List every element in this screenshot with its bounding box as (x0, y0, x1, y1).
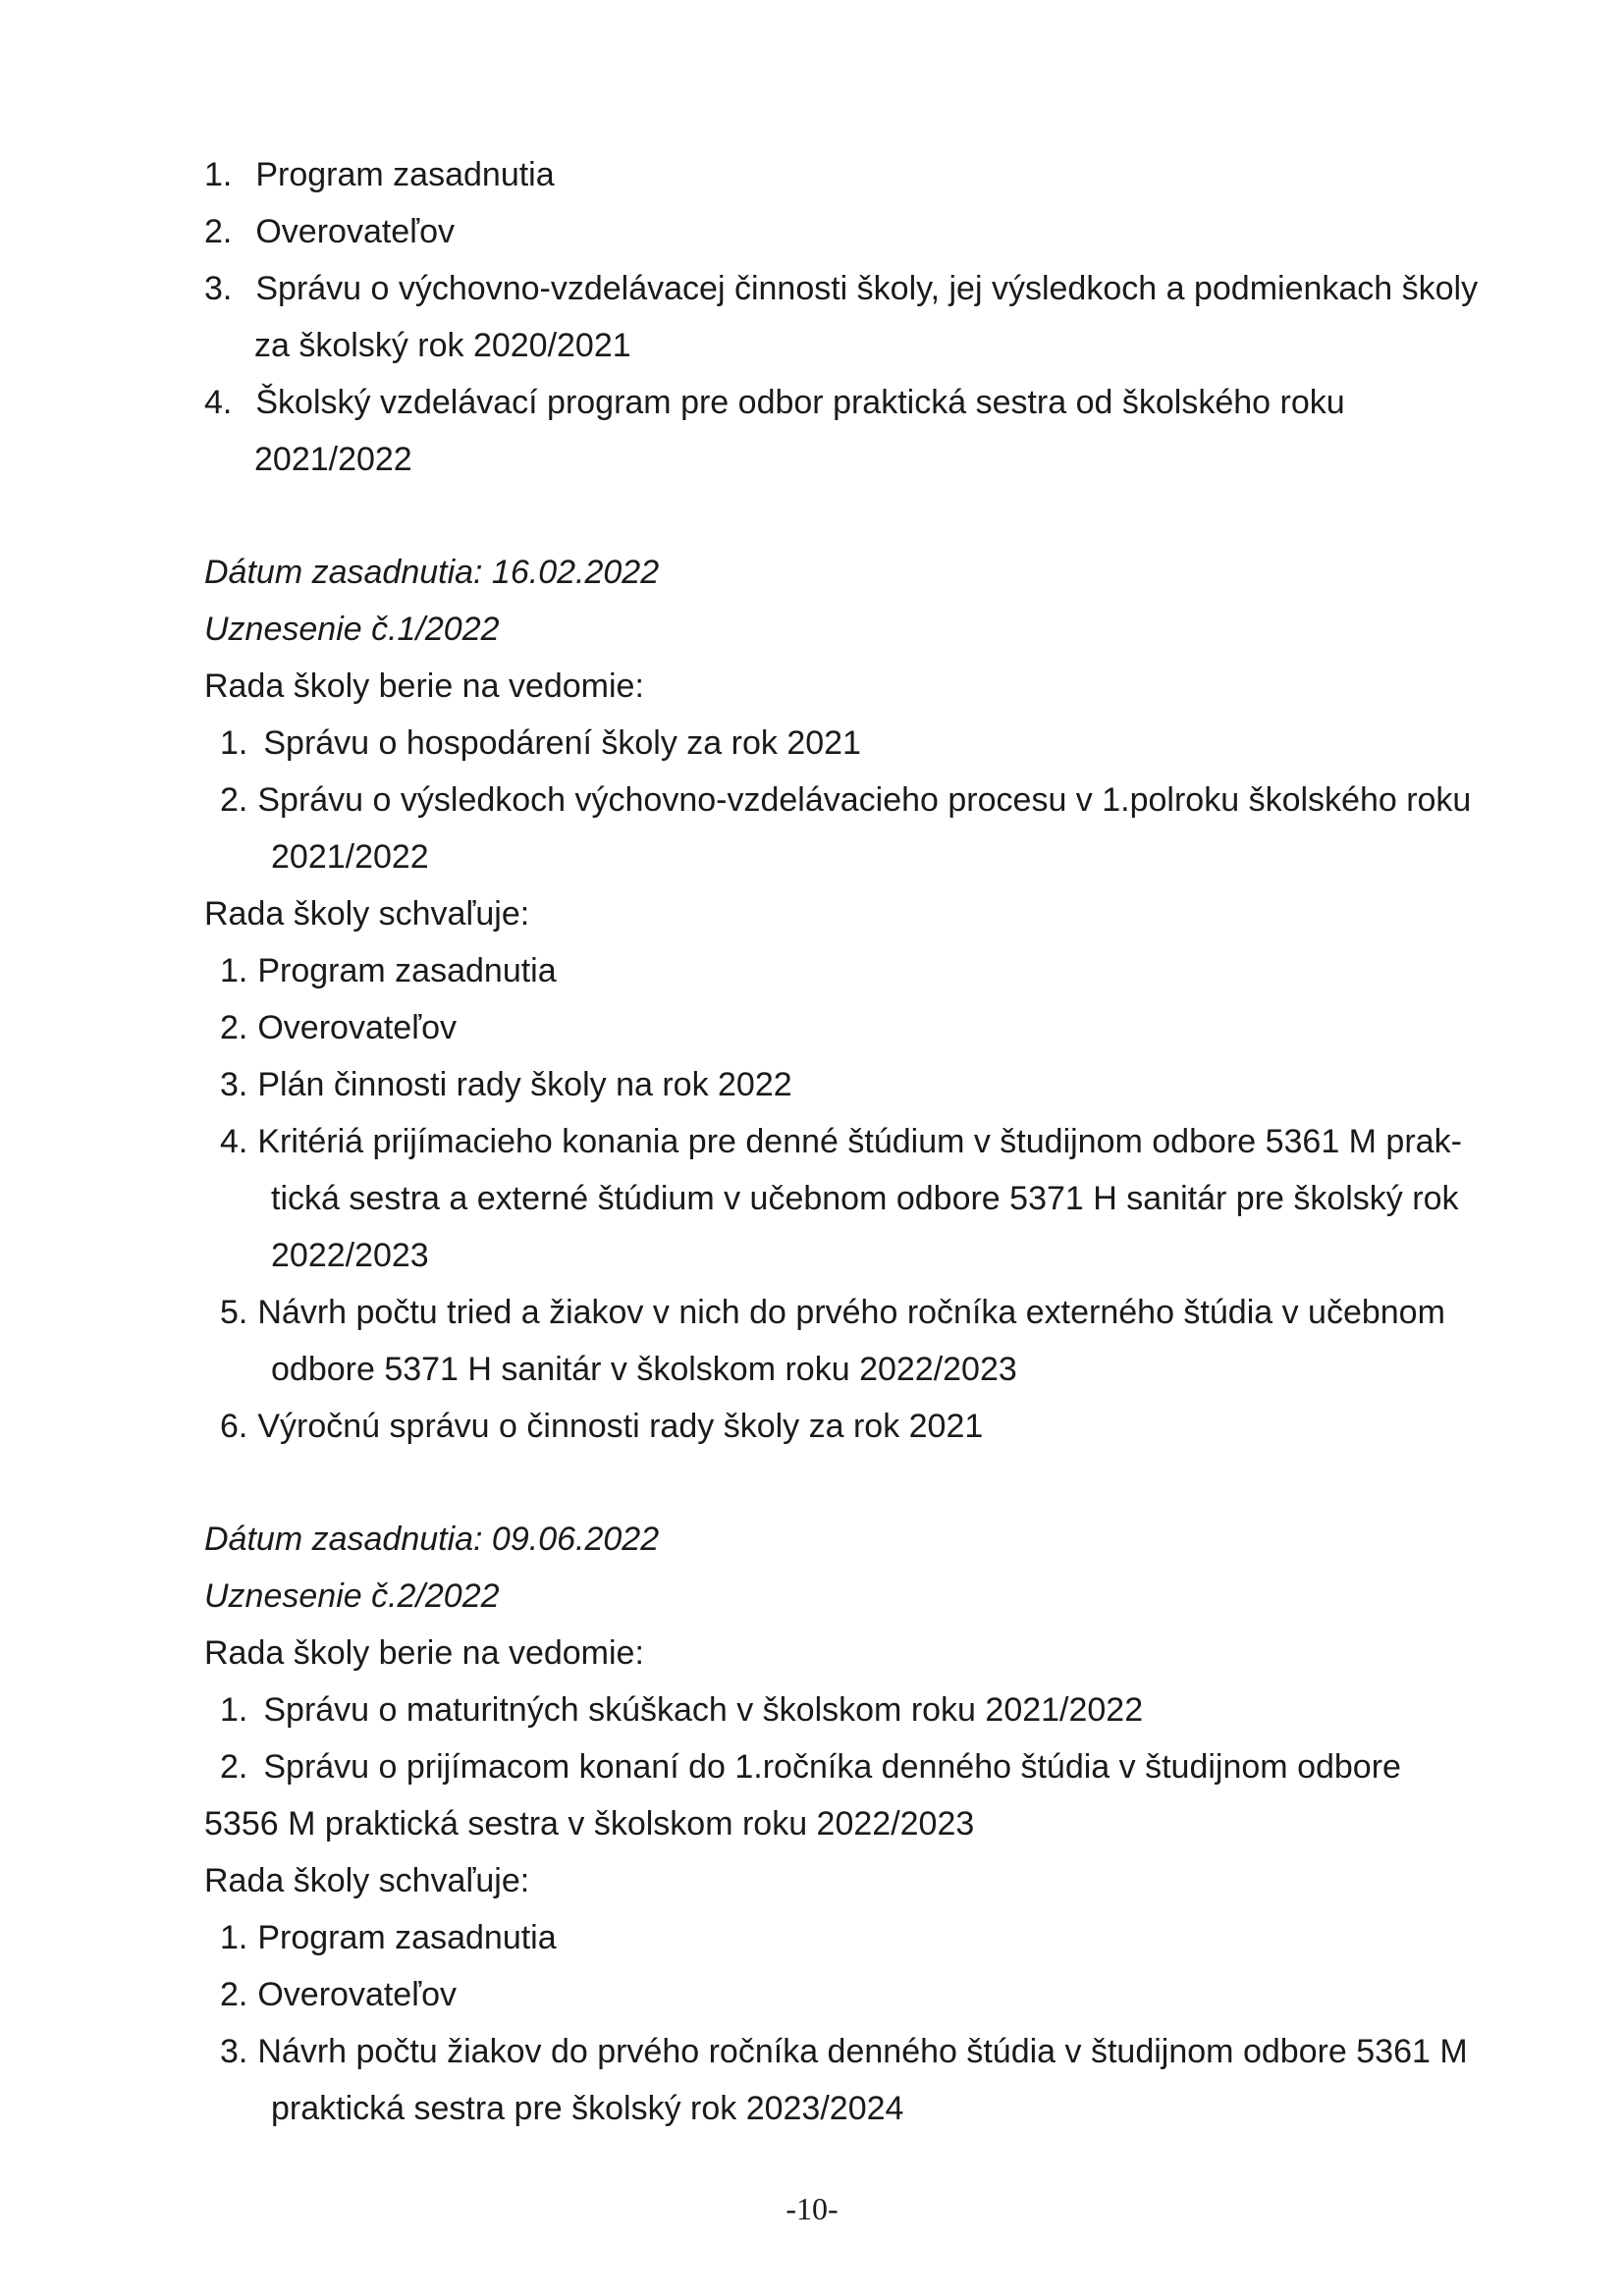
list-text: Kritériá prijímacieho konania pre denné štúdium v študijnom odbore 5361 M prak- (257, 1123, 1462, 1160)
list-text: Správu o výsledkoch výchovno-vzdelávacieho procesu v 1.polroku školského roku (257, 781, 1472, 819)
list-continuation: praktická sestra pre školský rok 2023/2024 (271, 2090, 904, 2127)
list-continuation: 2021/2022 (254, 441, 412, 478)
list-item (220, 1122, 1462, 1161)
list-item (220, 723, 861, 763)
list-text: Návrh počtu tried a žiakov v nich do prvého ročníka externého štúdia v učebnom (257, 1294, 1445, 1331)
list-continuation: 2022/2023 (271, 1237, 429, 1274)
list-item (220, 1975, 457, 2014)
list-item (204, 212, 455, 251)
list-text: Overovateľov (257, 1976, 458, 2013)
list-continuation: odbore 5371 H sanitár v školskom roku 2022/2023 (271, 1351, 1017, 1388)
section-heading: Rada školy berie na vedomie: (204, 1634, 644, 1672)
list-number: 6. (220, 1408, 248, 1445)
list-text: Správu o prijímacom konaní do 1.ročníka denného štúdia v študijnom odbore (263, 1748, 1401, 1786)
meeting-date: Dátum zasadnutia: 09.06.2022 (204, 1521, 660, 1558)
list-number: 1. (220, 1919, 248, 1956)
list-item (220, 1747, 1401, 1787)
section-heading: Rada školy schvaľuje: (204, 1862, 530, 1899)
list-number: 1. (220, 952, 248, 989)
list-number: 2. (204, 213, 233, 250)
section-heading: Rada školy schvaľuje: (204, 895, 530, 933)
list-item (220, 1690, 1143, 1730)
list-text: Správu o maturitných skúškach v školskom roku 2021/2022 (263, 1691, 1144, 1729)
list-number: 1. (220, 1691, 248, 1729)
list-number: 1. (220, 724, 248, 762)
list-continuation: za školský rok 2020/2021 (254, 327, 631, 364)
section-heading: Rada školy berie na vedomie: (204, 667, 644, 705)
meeting-date: Dátum zasadnutia: 16.02.2022 (204, 554, 660, 591)
list-text: Program zasadnutia (257, 1919, 557, 1956)
list-number: 3. (220, 1066, 248, 1103)
list-number: 3. (220, 2033, 248, 2070)
list-number: 1. (204, 156, 233, 193)
list-text: Overovateľov (255, 213, 456, 250)
list-continuation: 2021/2022 (271, 838, 429, 876)
list-text: Správu o hospodárení školy za rok 2021 (263, 724, 861, 762)
list-number: 2. (220, 1009, 248, 1046)
list-item (220, 1008, 457, 1047)
list-item (220, 780, 1471, 820)
list-item (220, 1065, 792, 1104)
list-item (204, 383, 1345, 422)
list-text: Program zasadnutia (255, 156, 555, 193)
list-number: 3. (204, 270, 233, 307)
list-text: Plán činnosti rady školy na rok 2022 (257, 1066, 792, 1103)
list-text: Program zasadnutia (257, 952, 557, 989)
list-text: Školský vzdelávací program pre odbor praktická sestra od školského roku (255, 384, 1345, 421)
list-number: 2. (220, 781, 248, 819)
list-item (220, 1293, 1445, 1332)
list-number: 2. (220, 1976, 248, 2013)
page-number: -10- (785, 2191, 839, 2226)
list-number: 4. (220, 1123, 248, 1160)
list-text: Výročnú správu o činnosti rady školy za rok 2021 (257, 1408, 984, 1445)
list-text: Správu o výchovno-vzdelávacej činnosti školy, jej výsledkoch a podmienkach školy (255, 270, 1479, 307)
list-number: 5. (220, 1294, 248, 1331)
list-item (220, 1918, 557, 1957)
list-item (220, 951, 557, 990)
list-number: 2. (220, 1748, 248, 1786)
list-item (220, 1407, 983, 1446)
list-continuation: tická sestra a externé štúdium v učebnom odbore 5371 H sanitár pre školský rok (271, 1180, 1459, 1217)
list-continuation: 5356 M praktická sestra v školskom roku 2022/2023 (204, 1805, 975, 1842)
list-item (220, 2032, 1468, 2071)
list-number: 4. (204, 384, 233, 421)
resolution-number: Uznesenie č.1/2022 (204, 611, 500, 648)
list-item (204, 269, 1478, 308)
list-item (204, 155, 555, 194)
resolution-number: Uznesenie č.2/2022 (204, 1577, 500, 1615)
list-text: Overovateľov (257, 1009, 458, 1046)
list-text: Návrh počtu žiakov do prvého ročníka denného štúdia v študijnom odbore 5361 M (257, 2033, 1468, 2070)
